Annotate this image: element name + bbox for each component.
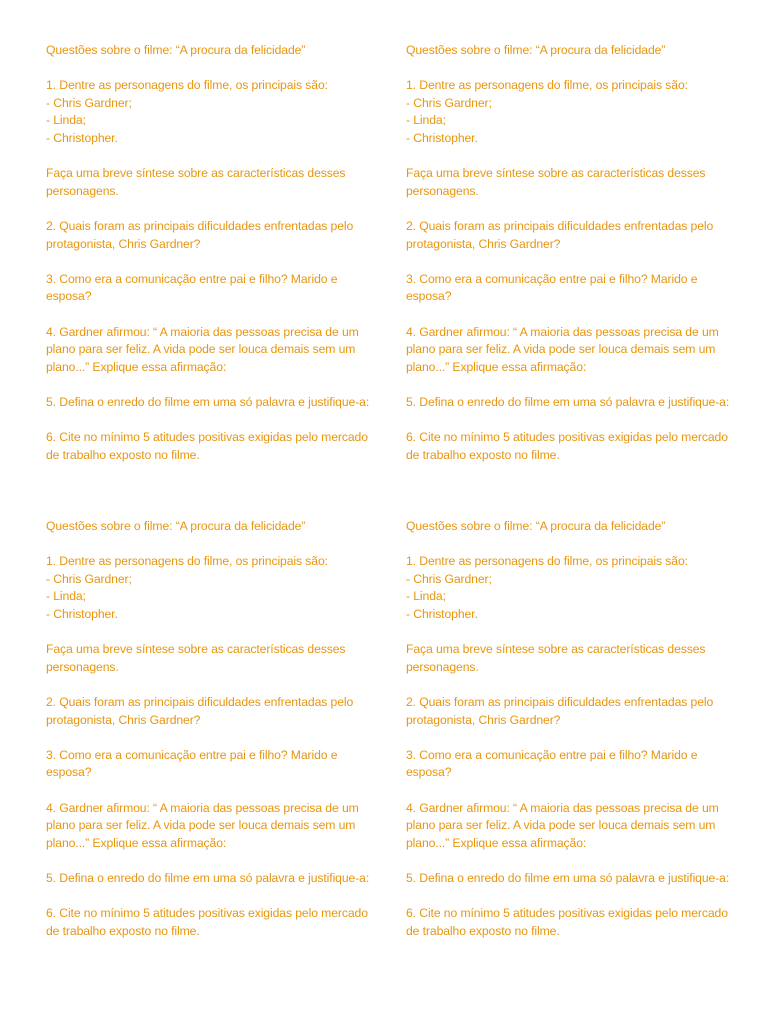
spacer (46, 60, 376, 78)
spacer (406, 60, 736, 78)
spacer (46, 306, 376, 324)
spacer (46, 852, 376, 870)
card-title: Questões sobre o filme: “A procura da felicidade” (46, 43, 306, 57)
question-1: 1. Dentre as personagens do filme, os principais são: - Chris Gardner; - Linda; - Christopher. (46, 554, 328, 621)
questionnaire-card-top-right (406, 42, 736, 464)
spacer (46, 887, 376, 905)
question-5: 5. Defina o enredo do filme em uma só palavra e justifique-a: (46, 870, 370, 885)
question-1: 1. Dentre as personagens do filme, os principais são: - Chris Gardner; - Linda; - Christopher. (406, 554, 688, 621)
question-6: 6. Cite no mínimo 5 atitudes positivas exigidas pelo mercado de trabalho exposto no filme. (46, 430, 368, 462)
question-1-followup: Faça uma breve síntese sobre as características desses personagens. (406, 166, 706, 198)
question-4: 4. Gardner afirmou: “ A maioria das pessoas precisa de um plano para ser feliz. A vida pode ser louca demais sem um plano...” Explique essa afirmação: (406, 324, 719, 374)
spacer (406, 536, 736, 554)
spacer (406, 200, 736, 218)
question-1-followup: Faça uma breve síntese sobre as características desses personagens. (406, 642, 706, 674)
question-5: 5. Defina o enredo do filme em uma só palavra e justifique-a: (406, 394, 730, 409)
question-5: 5. Defina o enredo do filme em uma só palavra e justifique-a: (406, 870, 730, 885)
question-2: 2. Quais foram as principais dificuldades enfrentadas pelo protagonista, Chris Gardner? (46, 694, 354, 727)
question-4: 4. Gardner afirmou: “ A maioria das pessoas precisa de um plano para ser feliz. A vida pode ser louca demais sem um plano...” Explique essa afirmação: (406, 800, 719, 850)
questionnaire-card-bottom-left (46, 518, 376, 940)
spacer (46, 536, 376, 554)
spacer (406, 887, 736, 905)
question-5: 5. Defina o enredo do filme em uma só palavra e justifique-a: (46, 394, 370, 409)
question-4: 4. Gardner afirmou: “ A maioria das pessoas precisa de um plano para ser feliz. A vida pode ser louca demais sem um plano...” Explique essa afirmação: (46, 800, 359, 850)
spacer (406, 852, 736, 870)
question-2: 2. Quais foram as principais dificuldades enfrentadas pelo protagonista, Chris Gardner? (46, 218, 354, 251)
spacer (406, 782, 736, 800)
spacer (46, 376, 376, 394)
card-title: Questões sobre o filme: “A procura da felicidade” (46, 519, 306, 533)
question-1-followup: Faça uma breve síntese sobre as características desses personagens. (46, 642, 346, 674)
question-3: 3. Como era a comunicação entre pai e filho? Marido e esposa? (46, 271, 338, 304)
spacer (406, 148, 736, 166)
question-1: 1. Dentre as personagens do filme, os principais são: - Chris Gardner; - Linda; - Christopher. (406, 78, 688, 145)
question-4: 4. Gardner afirmou: “ A maioria das pessoas precisa de um plano para ser feliz. A vida pode ser louca demais sem um plano...” Explique essa afirmação: (46, 324, 359, 374)
spacer (46, 676, 376, 694)
question-3: 3. Como era a comunicação entre pai e filho? Marido e esposa? (406, 271, 698, 304)
spacer (46, 148, 376, 166)
question-1-followup: Faça uma breve síntese sobre as características desses personagens. (46, 166, 346, 198)
spacer (46, 253, 376, 271)
question-6: 6. Cite no mínimo 5 atitudes positivas exigidas pelo mercado de trabalho exposto no filme. (406, 430, 728, 462)
spacer (406, 676, 736, 694)
question-3: 3. Como era a comunicação entre pai e filho? Marido e esposa? (46, 747, 338, 780)
spacer (406, 411, 736, 429)
questionnaire-card-top-left (46, 42, 376, 464)
spacer (406, 729, 736, 747)
card-title: Questões sobre o filme: “A procura da felicidade” (406, 43, 666, 57)
question-2: 2. Quais foram as principais dificuldades enfrentadas pelo protagonista, Chris Gardner? (406, 218, 714, 251)
spacer (46, 411, 376, 429)
question-1: 1. Dentre as personagens do filme, os principais são: - Chris Gardner; - Linda; - Christopher. (46, 78, 328, 145)
spacer (406, 253, 736, 271)
spacer (46, 729, 376, 747)
question-6: 6. Cite no mínimo 5 atitudes positivas exigidas pelo mercado de trabalho exposto no filme. (46, 906, 368, 938)
questionnaire-card-bottom-right (406, 518, 736, 940)
question-3: 3. Como era a comunicação entre pai e filho? Marido e esposa? (406, 747, 698, 780)
question-2: 2. Quais foram as principais dificuldades enfrentadas pelo protagonista, Chris Gardner? (406, 694, 714, 727)
spacer (46, 200, 376, 218)
spacer (406, 376, 736, 394)
spacer (406, 624, 736, 642)
spacer (406, 306, 736, 324)
spacer (46, 782, 376, 800)
question-6: 6. Cite no mínimo 5 atitudes positivas exigidas pelo mercado de trabalho exposto no filme. (406, 906, 728, 938)
spacer (46, 624, 376, 642)
card-title: Questões sobre o filme: “A procura da felicidade” (406, 519, 666, 533)
